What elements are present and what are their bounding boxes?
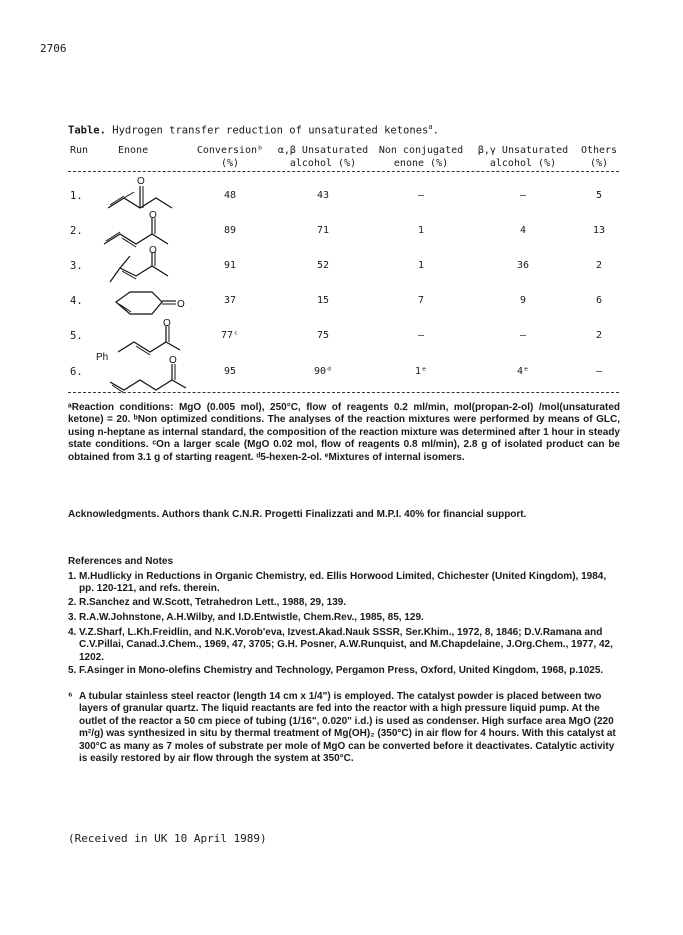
row-6-nonconj: 1ᵉ: [414, 366, 428, 377]
header-nonconj: [372, 144, 470, 170]
row-3-run: 3.: [70, 260, 83, 272]
reference-number: 3.: [68, 612, 77, 623]
reference-text: M.Hudlicky in Reductions in Organic Chemistry, ed. Ellis Horwood Limited, Chichester (United Kingdom), 1984, pp. 120-121, and refs. therein.: [79, 571, 607, 595]
row-2-ab-alcohol: 71: [316, 225, 330, 236]
row-6-conversion: 95: [223, 366, 237, 377]
header-ab-alcohol-l1: α,β Unsaturated: [277, 145, 369, 156]
row-2-others: 13: [592, 225, 606, 236]
table-caption-sup: a: [428, 123, 433, 131]
header-nonconj-l1: Non conjugated: [378, 145, 464, 156]
reference-text: R.A.W.Johnstone, A.H.Wilby, and I.D.Entwistle, Chem.Rev., 1985, 85, 129.: [79, 612, 424, 623]
row-5-nonconj: –: [417, 330, 425, 341]
row-1-nonconj: –: [417, 190, 425, 201]
header-nonconj-l2: enone (%): [393, 158, 449, 169]
row-2-run: 2.: [70, 225, 83, 237]
row-2-nonconj: 1: [417, 225, 425, 236]
header-enone: Enone: [118, 145, 149, 156]
header-bg-alcohol-l1: β,γ Unsaturated: [477, 145, 569, 156]
row-3-others: 2: [595, 260, 603, 271]
reference-text: A tubular stainless steel reactor (length 14 cm x 1/4") is employed. The catalyst powder is placed between two layers of granular quartz. The liquid reactants are fed into the reactor with a high pressure liquid pump. At the outlet of the reactor a 50 cm piece of tubing (1/16", 0.020" i.d.) is used as condenser. High surface area MgO (220 m²/g) was synthesized in situ by thermal treatment of Mg(OH)₂ (350°C) in air flow for 4 hours. With this catalyst at 300°C as many as 7 moles of substrate per mole of MgO can be converted before it deactivates. Catalytic activity is easily restored by air flow through the system at 350°C.: [79, 691, 616, 765]
oxygen-label: O: [137, 176, 145, 187]
reference-number: 1.: [68, 571, 77, 582]
table-caption-end: .: [432, 124, 439, 137]
header-others-l1: Others: [580, 145, 618, 156]
row-4-conversion: 37: [223, 295, 237, 306]
header-others-l2: (%): [589, 158, 609, 169]
reference-text: F.Asinger in Mono-olefins Chemistry and Technology, Pergamon Press, Oxford, United Kingdom, 1968, p.1025.: [79, 665, 604, 676]
reference-number: 5.: [68, 665, 77, 676]
row-1-ab-alcohol: 43: [316, 190, 330, 201]
row-5-run: 5.: [70, 330, 83, 342]
oxygen-label: O: [177, 299, 185, 310]
header-ab-alcohol-l2: alcohol (%): [289, 158, 357, 169]
reference-text: V.Z.Sharf, L.Kh.Freidlin, and N.K.Vorob'eva, Izvest.Akad.Nauk SSSR, Ser.Khim., 1972, 8, 1846; D.V.Ramana and C.V.Pillai, Canad.J.Chem., 1969, 47, 3705; G.H. Posner, A.W.Runquist, and M.Chapdelaine, J.Org.Chem., 1977, 42, 1202.: [79, 627, 613, 663]
row-1-conversion: 48: [223, 190, 237, 201]
page-number: 2706: [40, 42, 67, 55]
header-conversion-l2: (%): [220, 158, 240, 169]
row-5-conversion: 77ᶜ: [220, 330, 240, 341]
reference-number: ⁶: [68, 691, 73, 702]
row-5-others: 2: [595, 330, 603, 341]
row-5-bg-alcohol: –: [519, 330, 527, 341]
oxygen-label: O: [169, 355, 177, 366]
enone-structure-6: [100, 352, 190, 396]
header-bg-alcohol: [470, 144, 576, 170]
received-date: (Received in UK 10 April 1989): [68, 832, 267, 845]
header-ab-alcohol: [268, 144, 378, 170]
reference-number: 2.: [68, 597, 77, 608]
row-5-ab-alcohol: 75: [316, 330, 330, 341]
oxygen-label: O: [149, 210, 157, 221]
acknowledgments-text: Authors thank C.N.R. Progetti Finalizzati and M.P.I. 40% for financial support.: [161, 509, 527, 520]
oxygen-label: O: [163, 318, 171, 329]
row-2-conversion: 89: [223, 225, 237, 236]
row-1-run: 1.: [70, 190, 83, 202]
row-3-conversion: 91: [223, 260, 237, 271]
row-6-bg-alcohol: 4ᵉ: [516, 366, 530, 377]
table-bottom-rule: [68, 392, 619, 393]
table-top-rule: [68, 171, 619, 172]
row-3-ab-alcohol: 52: [316, 260, 330, 271]
phenyl-label: Ph: [96, 352, 109, 362]
row-6-run: 6.: [70, 366, 83, 378]
table-caption: [68, 123, 439, 137]
acknowledgments: [68, 509, 620, 521]
row-4-others: 6: [595, 295, 603, 306]
table-caption-text: Hydrogen transfer reduction of unsaturated ketones: [112, 124, 429, 137]
row-1-bg-alcohol: –: [519, 190, 527, 201]
row-3-bg-alcohol: 36: [516, 260, 530, 271]
row-1-others: 5: [595, 190, 603, 201]
row-4-bg-alcohol: 9: [519, 295, 527, 306]
row-6-ab-alcohol: 90ᵈ: [313, 366, 333, 377]
row-2-bg-alcohol: 4: [519, 225, 527, 236]
header-conversion: [190, 144, 270, 170]
header-others: [574, 144, 624, 170]
table-caption-label: Table.: [68, 124, 106, 137]
reference-number: 4.: [68, 627, 77, 638]
references-heading: References and Notes: [68, 556, 174, 567]
reference-text: R.Sanchez and W.Scott, Tetrahedron Lett., 1988, 29, 139.: [79, 597, 347, 608]
oxygen-label: O: [149, 246, 157, 256]
row-3-nonconj: 1: [417, 260, 425, 271]
row-4-run: 4.: [70, 295, 83, 307]
row-4-nonconj: 7: [417, 295, 425, 306]
row-6-others: –: [595, 366, 603, 377]
header-run: Run: [70, 145, 89, 156]
table-footnotes: ᵃReaction conditions: MgO (0.005 mol), 250°C, flow of reagents 0.2 ml/min, mol(propan-2-ol) /mol(unsaturated ketone) = 20. ᵇNon optimized conditions. The analyses of the reaction mixtures were performed by means of GLC, using n-heptane as internal standard, the composition of the reaction mixture was determined after 1 hour in steady state conditions. ᶜOn a larger scale (MgO 0.02 mol, flow of reagents 0.8 ml/min), 2.8 g of isolated product can be obtained from 3.1 g of starting reagent. ᵈ5-hexen-2-ol. ᵉMixtures of internal isomers.: [68, 402, 620, 463]
header-conversion-l1: Conversionᵇ: [196, 145, 264, 156]
acknowledgments-heading: Acknowledgments.: [68, 509, 160, 520]
header-bg-alcohol-l2: alcohol (%): [489, 158, 557, 169]
row-4-ab-alcohol: 15: [316, 295, 330, 306]
